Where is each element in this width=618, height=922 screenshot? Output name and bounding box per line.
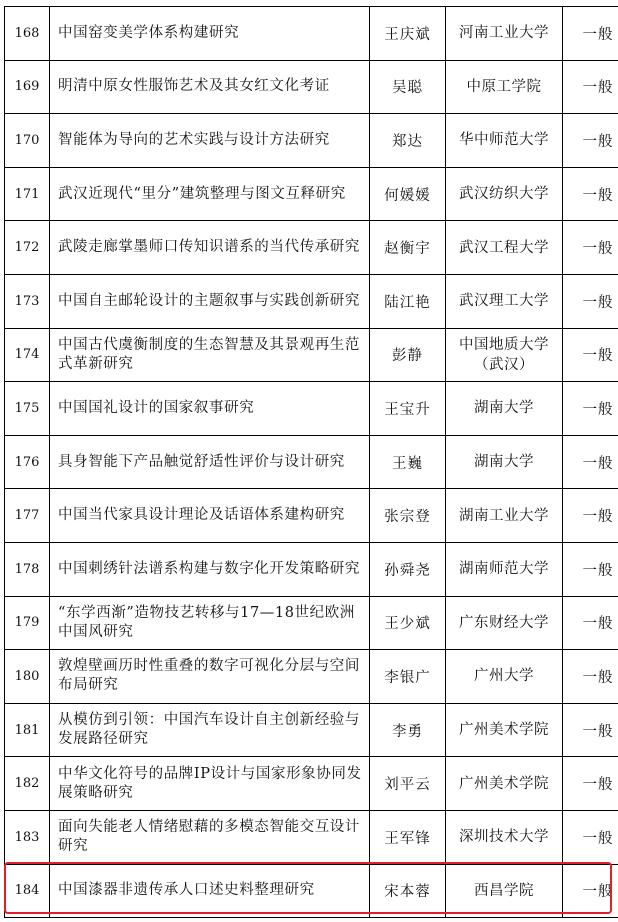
- project-title: 中国国礼设计的国家叙事研究: [50, 382, 370, 436]
- table-row: [5, 167, 618, 221]
- project-type: 一般: [563, 864, 618, 918]
- principal-name: 王宝升: [370, 382, 446, 436]
- institution: 武汉纺织大学: [446, 167, 563, 221]
- project-title: 从模仿到引领：中国汽车设计自主创新经验与发展路径研究: [50, 703, 370, 757]
- project-type: 一般: [563, 435, 618, 489]
- institution: 广东财经大学: [446, 596, 563, 650]
- row-number: 172: [5, 221, 50, 275]
- principal-name: 王巍: [370, 435, 446, 489]
- project-title: 中国古代虞衡制度的生态智慧及其景观再生范式革新研究: [50, 328, 370, 382]
- project-type: 一般: [563, 810, 618, 864]
- project-title: 明清中原女性服饰艺术及其女红文化考证: [50, 60, 370, 114]
- project-title: 中国自主邮轮设计的主题叙事与实践创新研究: [50, 274, 370, 328]
- principal-name: 李银广: [370, 650, 446, 704]
- institution: 广州大学: [446, 650, 563, 704]
- table-row: [5, 328, 618, 382]
- project-type: 一般: [563, 542, 618, 596]
- project-title: 武陵走廊掌墨师口传知识谱系的当代传承研究: [50, 221, 370, 275]
- principal-name: 吴聪: [370, 60, 446, 114]
- institution: 华中师范大学: [446, 114, 563, 168]
- row-number: 170: [5, 114, 50, 168]
- table-row: [5, 864, 618, 918]
- table-row: [5, 382, 618, 436]
- row-number: 181: [5, 703, 50, 757]
- row-number: 175: [5, 382, 50, 436]
- project-title: 智能体为导向的艺术实践与设计方法研究: [50, 114, 370, 168]
- project-title: 敦煌壁画历时性重叠的数字可视化分层与空间布局研究: [50, 650, 370, 704]
- table-row: [5, 489, 618, 543]
- principal-name: 孙舜尧: [370, 542, 446, 596]
- row-number: 183: [5, 810, 50, 864]
- project-title: 具身智能下产品触觉舒适性评价与设计研究: [50, 435, 370, 489]
- row-number: 177: [5, 489, 50, 543]
- table-row: [5, 7, 618, 61]
- project-type: 一般: [563, 60, 618, 114]
- table-row: [5, 596, 618, 650]
- principal-name: 王庆斌: [370, 7, 446, 61]
- institution: 广州美术学院: [446, 757, 563, 811]
- project-type: 一般: [563, 382, 618, 436]
- project-title: 中国漆器非遗传承人口述史料整理研究: [50, 864, 370, 918]
- row-number: 178: [5, 542, 50, 596]
- project-title: 中国刺绣针法谱系构建与数字化开发策略研究: [50, 542, 370, 596]
- project-type: 一般: [563, 221, 618, 275]
- institution: 湖南师范大学: [446, 542, 563, 596]
- institution: 河南工业大学: [446, 7, 563, 61]
- principal-name: 张宗登: [370, 489, 446, 543]
- row-number: 171: [5, 167, 50, 221]
- row-number: 169: [5, 60, 50, 114]
- project-type: 一般: [563, 114, 618, 168]
- institution: 深圳技术大学: [446, 810, 563, 864]
- institution: 中原工学院: [446, 60, 563, 114]
- project-title: 武汉近现代“里分”建筑整理与图文互释研究: [50, 167, 370, 221]
- table-row: [5, 542, 618, 596]
- table-row: [5, 114, 618, 168]
- principal-name: 李勇: [370, 703, 446, 757]
- row-number: 182: [5, 757, 50, 811]
- table-row: [5, 650, 618, 704]
- project-title: 中华文化符号的品牌IP设计与国家形象协同发展策略研究: [50, 757, 370, 811]
- row-number: 176: [5, 435, 50, 489]
- table-row: [5, 703, 618, 757]
- project-title: 面向失能老人情绪慰藉的多模态智能交互设计研究: [50, 810, 370, 864]
- principal-name: 王军锋: [370, 810, 446, 864]
- project-table: [4, 6, 618, 918]
- principal-name: 王少斌: [370, 596, 446, 650]
- principal-name: 陆江艳: [370, 274, 446, 328]
- project-type: 一般: [563, 328, 618, 382]
- row-number: 180: [5, 650, 50, 704]
- row-number: 179: [5, 596, 50, 650]
- institution: 西昌学院: [446, 864, 563, 918]
- institution: 广州美术学院: [446, 703, 563, 757]
- project-type: 一般: [563, 703, 618, 757]
- project-type: 一般: [563, 650, 618, 704]
- row-number: 174: [5, 328, 50, 382]
- table-row: [5, 60, 618, 114]
- project-type: 一般: [563, 167, 618, 221]
- institution: 湖南大学: [446, 382, 563, 436]
- table-row: [5, 221, 618, 275]
- principal-name: 何媛媛: [370, 167, 446, 221]
- project-type: 一般: [563, 596, 618, 650]
- project-title: 中国当代家具设计理论及话语体系建构研究: [50, 489, 370, 543]
- row-number: 168: [5, 7, 50, 61]
- project-type: 一般: [563, 7, 618, 61]
- institution: 中国地质大学（武汉）: [446, 328, 563, 382]
- principal-name: 赵衡宇: [370, 221, 446, 275]
- project-type: 一般: [563, 757, 618, 811]
- project-type: 一般: [563, 274, 618, 328]
- project-title: 中国窑变美学体系构建研究: [50, 7, 370, 61]
- institution: 武汉理工大学: [446, 274, 563, 328]
- table-row: [5, 810, 618, 864]
- principal-name: 宋本蓉: [370, 864, 446, 918]
- principal-name: 刘平云: [370, 757, 446, 811]
- row-number: 173: [5, 274, 50, 328]
- project-title: “东学西渐”造物技艺转移与17—18世纪欧洲中国风研究: [50, 596, 370, 650]
- table-row: [5, 435, 618, 489]
- project-type: 一般: [563, 489, 618, 543]
- institution: 武汉工程大学: [446, 221, 563, 275]
- institution: 湖南大学: [446, 435, 563, 489]
- principal-name: 郑达: [370, 114, 446, 168]
- table-row: [5, 757, 618, 811]
- table-row: [5, 274, 618, 328]
- row-number: 184: [5, 864, 50, 918]
- institution: 湖南工业大学: [446, 489, 563, 543]
- principal-name: 彭静: [370, 328, 446, 382]
